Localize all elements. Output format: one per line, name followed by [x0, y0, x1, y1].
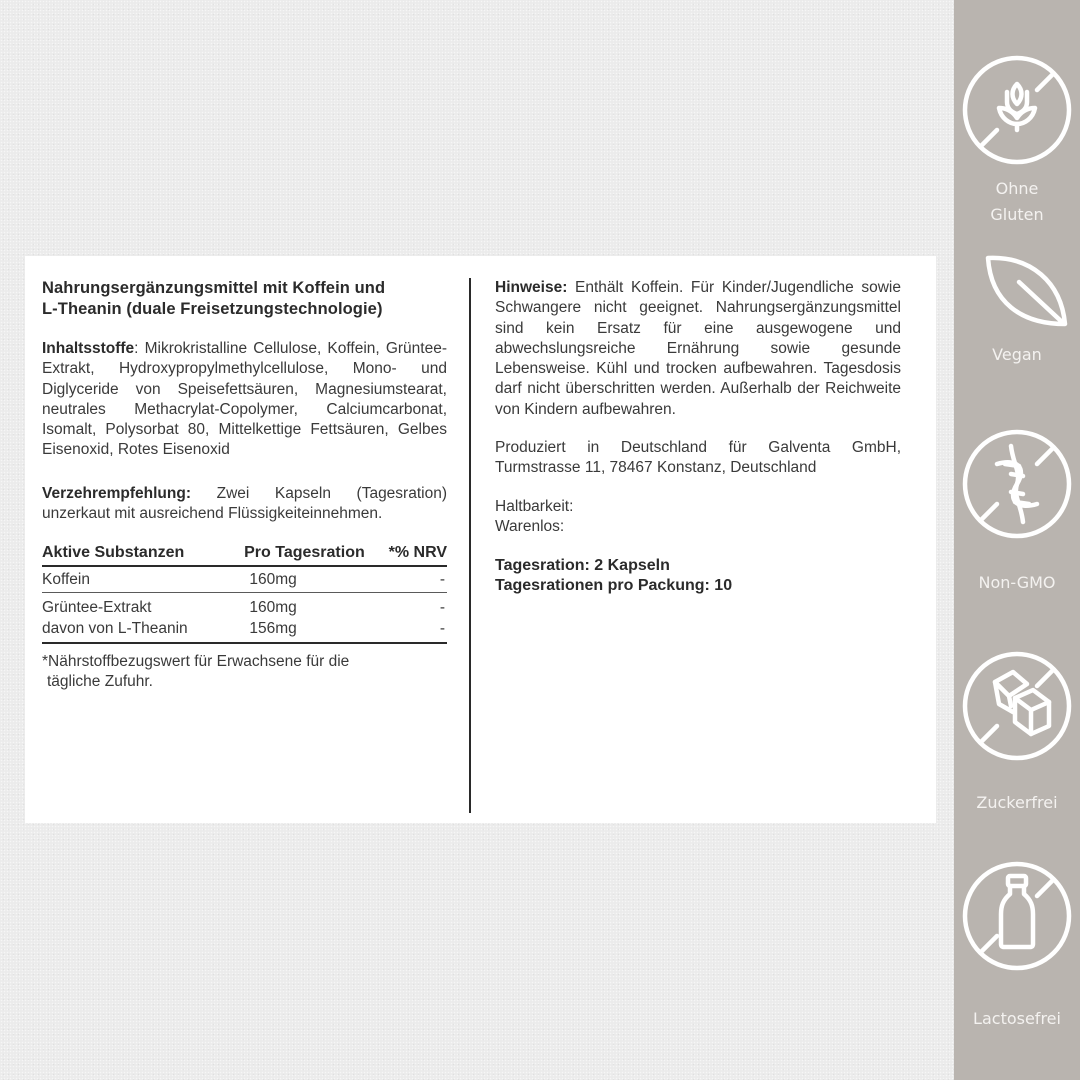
- badge-label: Zuckerfrei: [976, 793, 1058, 812]
- no-lactose-icon: [961, 860, 1073, 972]
- substance-amount: 156mg: [217, 618, 377, 643]
- feature-sidebar: [954, 0, 1080, 1080]
- left-column: [42, 278, 447, 692]
- recommendation-text: Zwei Kapseln (Tagesration) unzerkaut mit ausreichend Flüssigkeiteinnehmen.: [42, 484, 447, 523]
- ingredients-text: : Mikrokristalline Cellulose, Koffein, Grüntee-Extrakt, Hydroxypropylmethylcellulose, Mono- und Diglyceride von Speisefettsäuren, Magnesiumstearat, neutrales Methacrylat-Copolymer, Calciumcarbonat, Isomalt, Polysorbat 80, Mittelkettige Fettsäuren, Gelbes Eisenoxid, Rotes Eisenoxid: [42, 340, 447, 459]
- substance-nrv: -: [377, 566, 447, 592]
- recommendation-label: Verzehrempfehlung:: [42, 484, 191, 502]
- notes-paragraph: [495, 278, 901, 420]
- table-row: [42, 592, 447, 618]
- ingredients-label: Inhaltsstoffe: [42, 340, 135, 357]
- daily-ration: Tagesration: 2 Kapseln: [495, 556, 670, 574]
- producer-paragraph: Produziert in Deutschland für Galventa GmbH, Turmstrasse 11, 78467 Konstanz, Deutschland: [495, 439, 901, 477]
- substance-amount: 160mg: [217, 566, 377, 592]
- lot-number-label: Warenlos:: [495, 518, 565, 536]
- no-sugar-icon: [961, 650, 1073, 762]
- recommendation-paragraph: [42, 484, 447, 525]
- substance-name: Koffein: [42, 566, 217, 592]
- product-title-line-2: L-Theanin (duale Freisetzungstechnologie): [42, 300, 383, 318]
- badge-label-line-2: Gluten: [990, 205, 1044, 224]
- table-header-row: [42, 544, 447, 566]
- badge-label: Vegan: [992, 345, 1042, 364]
- nrv-footnote: [42, 652, 447, 692]
- badge-non-gmo: [954, 428, 1080, 596]
- badge-lactose-free: [954, 860, 1080, 1032]
- substance-nrv: -: [377, 618, 447, 643]
- substance-nrv: -: [439, 598, 445, 616]
- substance-name: davon von L-Theanin: [42, 618, 217, 643]
- badge-sugar-free: [954, 650, 1080, 816]
- no-gmo-icon: [961, 428, 1073, 540]
- right-column: [495, 278, 901, 596]
- rations-per-pack: Tagesrationen pro Packung: 10: [495, 576, 733, 594]
- badge-gluten-free: [954, 54, 1080, 228]
- shelf-life-label: Haltbarkeit:: [495, 497, 574, 515]
- ingredients-paragraph: [42, 339, 447, 461]
- no-gluten-icon: [961, 54, 1073, 166]
- substance-name: Grüntee-Extrakt: [42, 598, 152, 616]
- product-title-line-1: Nahrungsergänzungsmittel mit Koffein und: [42, 279, 386, 297]
- vegan-leaf-icon: [961, 252, 1073, 332]
- footnote-line-2: tägliche Zufuhr.: [47, 672, 153, 690]
- table-row: [42, 618, 447, 643]
- badge-label: Lactosefrei: [973, 1009, 1061, 1028]
- notes-label: Hinweise:: [495, 279, 568, 296]
- footnote-line-1: *Nährstoffbezugswert für Erwachsene für die: [42, 652, 350, 670]
- batch-info: [495, 497, 901, 538]
- header-substance: Aktive Substanzen: [42, 544, 217, 566]
- header-per-ration: Pro Tagesration: [217, 544, 377, 566]
- substance-amount: 160mg: [249, 598, 297, 616]
- notes-text: Enthält Koffein. Für Kinder/Jugendliche sowie Schwangere nicht geeignet. Nahrungsergänzungsmittel sind kein Ersatz für eine ausgewogene und abwechslungsreiche Ernährung sowie gesunde Lebensweise. Kühl und trocken aufbewahren. Tagesdosis darf nicht überschritten werden. Außerhalb der Reichweite von Kindern aufbewahren.: [495, 279, 901, 418]
- ration-info: [495, 556, 901, 596]
- badge-vegan: [954, 252, 1080, 368]
- badge-label: Ohne: [995, 179, 1039, 198]
- column-divider: [469, 278, 471, 813]
- product-title: [42, 278, 447, 320]
- header-nrv: *% NRV: [377, 544, 447, 566]
- active-substances-table: [42, 544, 447, 644]
- label-panel: [25, 256, 936, 823]
- table-row: [42, 566, 447, 592]
- badge-label: Non-GMO: [978, 573, 1056, 592]
